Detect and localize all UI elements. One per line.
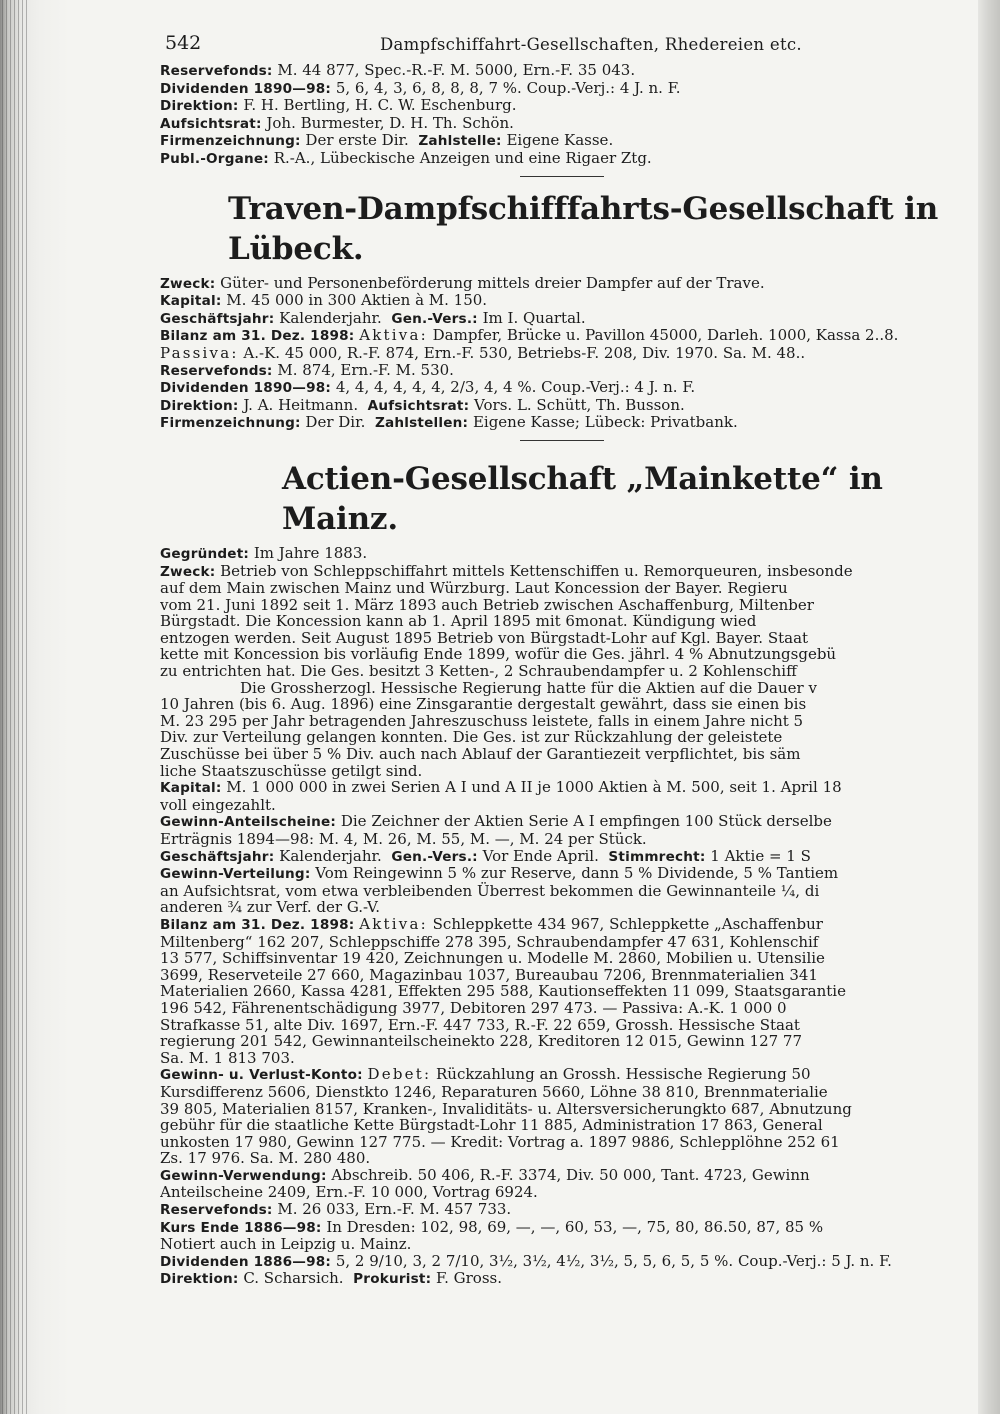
mainkette-reservefonds: Reservefonds: M. 26 033, Ern.-F. M. 457 733. (160, 1201, 512, 1219)
entry-direktion: Direktion: F. H. Bertling, H. C. W. Eschenburg. (160, 97, 517, 115)
traven-direktion: Direktion: J. A. Heitmann. Aufsichtsrat: Vors. L. Schütt, Th. Busson. (160, 396, 685, 414)
traven-kapital: Kapital: M. 45 000 in 300 Aktien à M. 150. (160, 292, 488, 310)
mainkette-gegruendet: Gegründet: Im Jahre 1883. (160, 544, 368, 562)
prev-company-section (160, 62, 978, 168)
entry-firmenzeichnung: Firmenzeichnung: Der erste Dir. Zahlstelle: Eigene Kasse. (160, 132, 614, 150)
page-edge (978, 0, 1000, 1414)
traven-zweck: Zweck: Güter- und Personenbeförderung mittels dreier Dampfer auf der Trave. (160, 274, 765, 292)
page-number: 542 (165, 32, 202, 54)
mainkette-gewinn-verwendung: Gewinn-Verwendung: Abschreib. 50 406, R.-F. 3374, Div. 50 000, Tant. 4723, Gewinn Anteilscheine 2409, Ern.-F. 10 000, Vortrag 6924. (160, 1166, 810, 1202)
traven-firmenzeichnung: Firmenzeichnung: Der Dir. Zahlstellen: Eigene Kasse; Lübeck: Privatbank. (160, 414, 738, 432)
entry-dividenden: Dividenden 1890—98: 5, 6, 4, 3, 6, 8, 8, 8, 7 %. Coup.-Verj.: 4 J. n. F. (160, 79, 681, 97)
traven-reservefonds: Reservefonds: M. 874, Ern.-F. M. 530. (160, 361, 454, 379)
mainkette-zweck: Zweck: Betrieb von Schleppschiffahrt mittels Kettenschiffen u. Remorqueuren, insbesonde auf dem Main zwischen Mainz und Würzburg. Laut Koncession der Bayer. Regieru vom 21. Juni 1892 seit 1. März 1893 auch Betrieb zwischen Aschaffenburg, Miltenber Bürgstadt. Die Koncession kann ab 1. April 1895 mit 6monat. Kündigung wied entzogen werden. Seit August 1895 Betrieb von Bürgstadt-Lohr auf Kgl. Bayer. Staat kette mit Koncession bis vorläufig Ende 1899, wofür die Ges. jährl. 4 % Abnutzungsgebü zu entrichten hat. Die Ges. besitzt 3 Ketten-, 2 Schraubendampfer u. 2 Kohlenschiff Die Grossherzogl. Hessische Regierung hatte für die Aktien auf die Dauer v 10 Jahren (bis 6. Aug. 1896) eine Zinsgarantie dergestalt gewährt, dass sie einen bis M. 23 295 per Jahr betragenden Jahreszuschuss leistete, falls in einem Jahre nicht 5 Div. zur Verteilung gelangen konnten. Die Ges. ist zur Rückzahlung der geleistete Zuschüsse bei über 5 % Div. auch nach Ablauf der Garantiezeit verpflichtet, bis säm liche Staatszuschüsse getilgt sind. (160, 562, 853, 780)
binding-texture (2, 0, 28, 1414)
running-title: Dampfschiffahrt-Gesellschaften, Rhedereien etc. (380, 35, 802, 54)
mainkette-direktion: Direktion: C. Scharsich. Prokurist: F. Gross. (160, 1270, 502, 1288)
section-divider (520, 176, 604, 177)
document-page (160, 28, 978, 1288)
traven-section (160, 189, 978, 432)
mainkette-gewinn-verteilung: Gewinn-Verteilung: Vom Reingewinn 5 % zur Reserve, dann 5 % Dividende, 5 % Tantiem an Aufsichtsrat, vom etwa verbleibenden Überrest bekommen die Gewinnanteile ¼, di anderen ¾ zur Verf. der G.-V. (160, 865, 839, 916)
mainkette-section (160, 459, 978, 1288)
mainkette-kapital: Kapital: M. 1 000 000 in zwei Serien A I und A II je 1000 Aktien à M. 500, seit 1. April 18 voll eingezahlt. (160, 779, 842, 814)
company-title-mainkette: Actien-Gesellschaft „Mainkette“ in Mainz. (282, 460, 883, 537)
mainkette-gewinn-anteilscheine: Gewinn-Anteilscheine: Die Zeichner der Aktien Serie A I empfingen 100 Stück derselbe Erträgnis 1894—98: M. 4, M. 26, M. 55, M. —, M. 24 per Stück. (160, 813, 832, 848)
entry-aufsichtsrat: Aufsichtsrat: Joh. Burmester, D. H. Th. Schön. (160, 114, 514, 132)
company-title-traven: Traven-Dampfschifffahrts-Gesellschaft in Lübeck. (228, 190, 939, 267)
traven-dividenden: Dividenden 1890—98: 4, 4, 4, 4, 4, 4, 2/3, 4, 4 %. Coup.-Verj.: 4 J. n. F. (160, 379, 696, 397)
mainkette-dividenden: Dividenden 1886—98: 5, 2 9/10, 3, 2 7/10, 3½, 3½, 4½, 3½, 5, 5, 6, 5, 5 %. Coup.-Verj.: 5 J. n. F. (160, 1252, 892, 1270)
entry-publ-organe: Publ.-Organe: R.-A., Lübeckische Anzeigen und eine Rigaer Ztg. (160, 149, 652, 167)
mainkette-bilanz: Bilanz am 31. Dez. 1898: Aktiva: Schleppkette 434 967, Schleppkette „Aschaffenbur Miltenberg“ 162 207, Schleppschiffe 278 395, Schraubendampfer 47 631, Kohlenschif 13 577, Schiffsinventar 19 420, Zeichnungen u. Modelle M. 2860, Mobilien u. Utensilie 3699, Reserveteile 27 660, Magazinbau 1037, Bureaubau 7206, Brennmaterialien 341 Materialien 2660, Kassa 4281, Effekten 295 588, Kautionseffekten 11 099, Staatsgarantie 196 542, Fährenentschädigung 3977, Debitoren 297 473. — Passiva: A.-K. 1 000 0 Strafkasse 51, alte Div. 1697, Ern.-F. 447 733, R.-F. 22 659, Grossh. Hessische Staat regierung 201 542, Gewinnanteilscheinekto 228, Kreditoren 12 015, Gewinn 127 77 Sa. M. 1 813 703. (160, 915, 846, 1067)
mainkette-gewinn-verlust-konto: Gewinn- u. Verlust-Konto: Debet: Rückzahlung an Grossh. Hessische Regierung 50 Kursdifferenz 5606, Dienstkto 1246, Reparaturen 5660, Löhne 38 810, Brennmaterialie 39 805, Materialien 8157, Kranken-, Invaliditäts- u. Altersversicherungkto 687, Abnutzung gebühr für die staatliche Kette Bürgstadt-Lohr 11 885, Administration 17 863, General unkosten 17 980, Gewinn 127 775. — Kredit: Vortrag a. 1897 9886, Schlepplöhne 252 61 Zs. 17 976. Sa. M. 280 480. (160, 1066, 852, 1167)
section-divider (520, 440, 604, 441)
traven-geschaeftsjahr: Geschäftsjahr: Kalenderjahr. Gen.-Vers.: Im I. Quartal. (160, 309, 586, 327)
mainkette-kurs: Kurs Ende 1886—98: In Dresden: 102, 98, 69, —, —, 60, 53, —, 75, 80, 86.50, 87, 85 % Notiert auch in Leipzig u. Mainz. (160, 1218, 824, 1253)
page-header (160, 28, 978, 62)
traven-bilanz: Bilanz am 31. Dez. 1898: Aktiva: Dampfer, Brücke u. Pavillon 45000, Darleh. 1000, Kassa 2..8. Passiva: A.-K. 45 000, R.-F. 874, Ern.-F. 530, Betriebs-F. 208, Div. 1970. Sa. M. 48.. (160, 327, 899, 362)
entry-reservefonds: Reservefonds: M. 44 877, Spec.-R.-F. M. 5000, Ern.-F. 35 043. (160, 62, 636, 79)
mainkette-geschaeftsjahr: Geschäftsjahr: Kalenderjahr. Gen.-Vers.: Vor Ende April. Stimmrecht: 1 Aktie = 1 S (160, 847, 811, 865)
book-binding-shadow (0, 0, 70, 1414)
